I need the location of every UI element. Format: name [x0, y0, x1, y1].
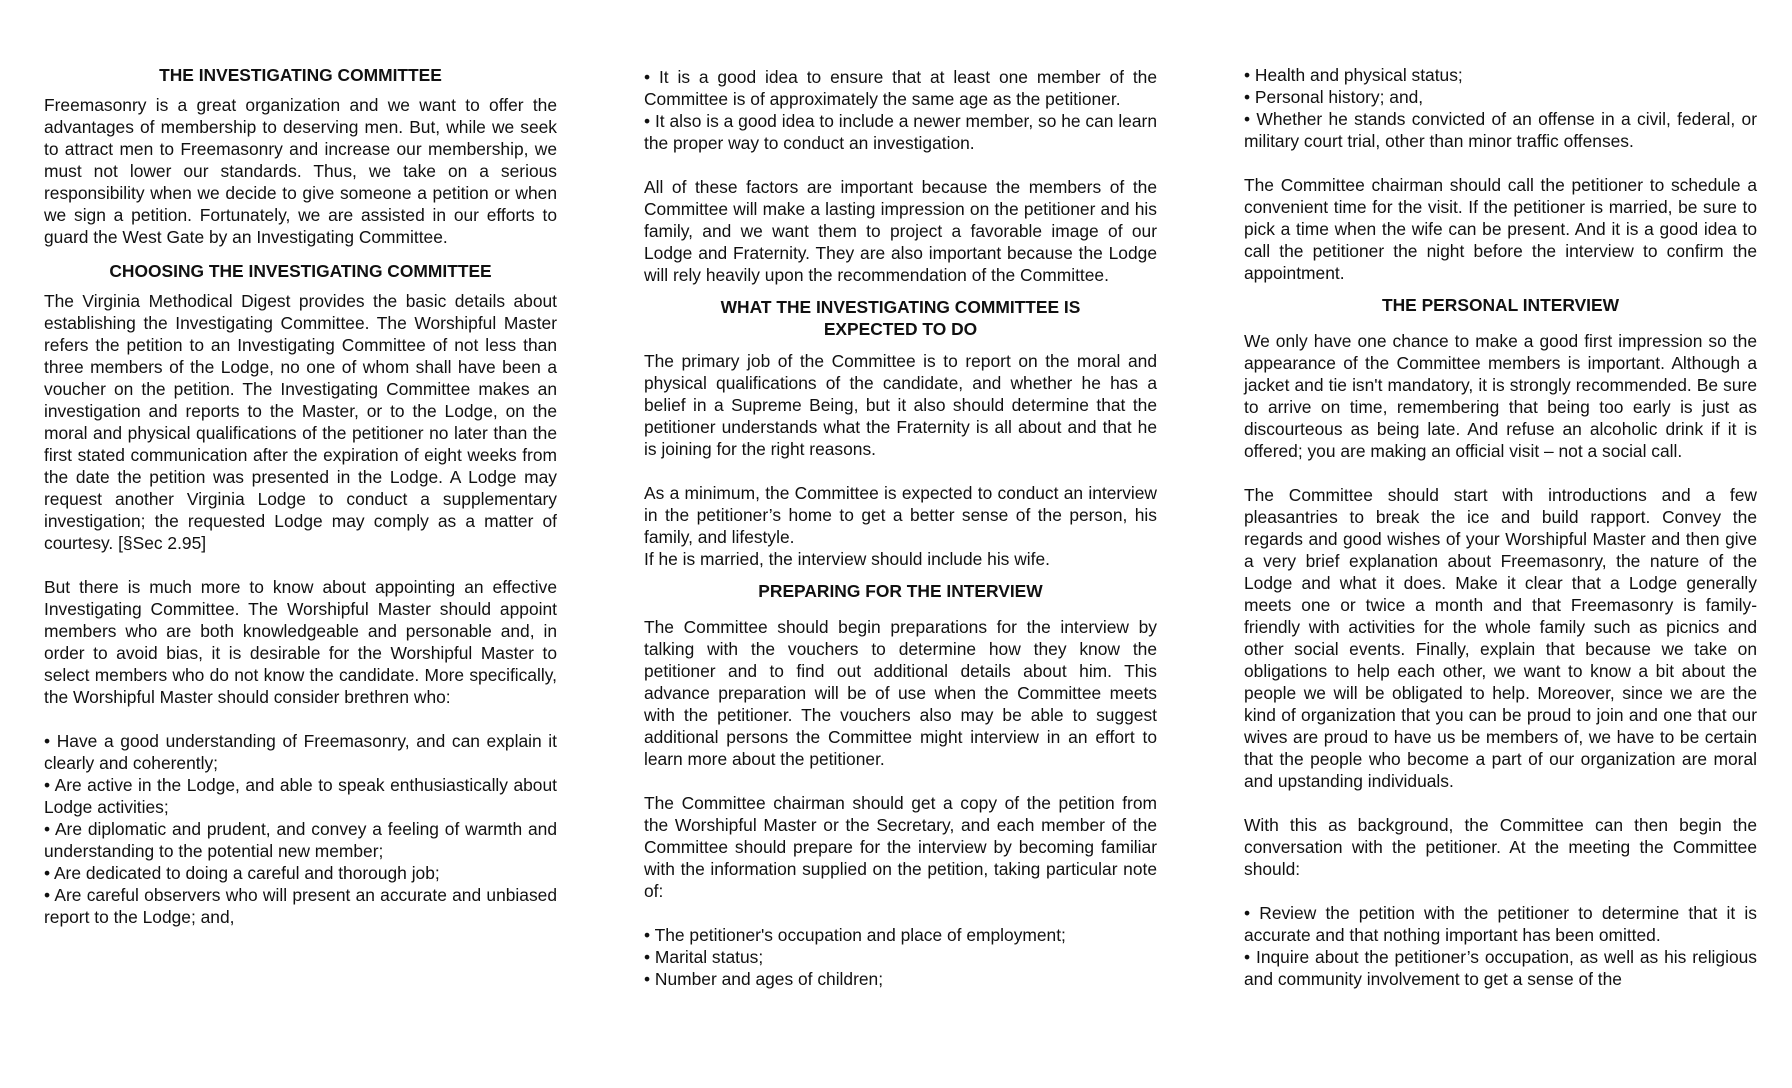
section-heading-choosing-committee: CHOOSING THE INVESTIGATING COMMITTEE	[109, 261, 492, 281]
preparations-paragraph: The Committee should begin preparations for the interview by talking with the vouchers to determine how they know the petitioner and to find out additional details about him. This advance preparation will be of use when the Committee meets with the petitioner. The vouchers also may be able to suggest additional persons the Committee might interview in an effort to learn more about the petitioner.	[644, 617, 1157, 769]
married-paragraph: If he is married, the interview should include his wife.	[644, 549, 1050, 569]
section-title-investigating-committee: THE INVESTIGATING COMMITTEE	[159, 65, 442, 85]
section-heading-expected-to-do	[644, 296, 1157, 340]
qualities-list-continued	[644, 66, 1157, 154]
list-item: • Number and ages of children;	[644, 969, 884, 989]
list-item: • Health and physical status;	[1244, 65, 1463, 85]
column-1	[44, 64, 557, 928]
methodical-digest-paragraph: The Virginia Methodical Digest provides the basic details about establishing the Investigating Committee. The Worshipful Master refers the petition to an Investigating Committee of not less than three members of the Lodge, no one of whom shall have been a voucher on the petition. The Investigating Committee makes an investigation and reports to the Master, or to the Lodge, on the moral and physical qualifications of the petitioner no later than the first stated communication after the expiration of eight weeks from the date the petition was presented in the Lodge. A Lodge may request another Virginia Lodge to conduct a supplementary investigation; the requested Lodge may comply as a matter of courtesy. [§Sec 2.95]	[44, 291, 557, 553]
list-item: • Inquire about the petitioner’s occupation, as well as his religious and community involvement to get a sense of the	[1244, 947, 1757, 989]
list-item: • Are dedicated to doing a careful and thorough job;	[44, 863, 440, 883]
list-item: • Whether he stands convicted of an offense in a civil, federal, or military court trial, other than minor traffic offenses.	[1244, 109, 1757, 151]
list-item: • Personal history; and,	[1244, 87, 1424, 107]
column-3	[1244, 64, 1757, 990]
chairman-copy-paragraph: The Committee chairman should get a copy of the petition from the Worshipful Master or the Secretary, and each member of the Committee should prepare for the interview by becoming familiar with the information supplied on the petition, taking particular note of:	[644, 793, 1157, 901]
primary-job-paragraph: The primary job of the Committee is to report on the moral and physical qualifications of the candidate, and whether he has a belief in a Supreme Being, but it also should determine that the petitioner understands what the Fraternity is all about and that he is joining for the right reasons.	[644, 351, 1157, 459]
background-paragraph: With this as background, the Committee can then begin the conversation with the petitioner. At the meeting the Committee should:	[1244, 815, 1757, 879]
section-heading-personal-interview: THE PERSONAL INTERVIEW	[1381, 295, 1620, 315]
minimum-paragraph: As a minimum, the Committee is expected to conduct an interview in the petitioner’s home to get a better sense of the person, his family, and lifestyle.	[644, 483, 1157, 547]
list-item: • It is a good idea to ensure that at least one member of the Committee is of approximately the same age as the petitioner.	[644, 67, 1157, 109]
factors-paragraph: All of these factors are important because the members of the Committee will make a lasting impression on the petitioner and his family, and we want them to project a favorable image of our Lodge and Fraternity. They are also important because the Lodge will rely heavily upon the recommendation of the Committee.	[644, 177, 1157, 285]
list-item: • Are careful observers who will present an accurate and unbiased report to the Lodge; and,	[44, 885, 557, 927]
intro-paragraph: Freemasonry is a great organization and we want to offer the advantages of membership to deserving men. But, while we seek to attract men to Freemasonry and increase our membership, we must not lower our standards. Thus, we take on a serious responsibility when we decide to give someone a petition or when we sign a petition. Fortunately, we are assisted in our efforts to guard the West Gate by an Investigating Committee.	[44, 95, 557, 247]
schedule-visit-paragraph: The Committee chairman should call the petitioner to schedule a convenient time for the visit. If the petitioner is married, be sure to pick a time when the wife can be present. And it is a good idea to call the petitioner the night before the interview to confirm the appointment.	[1244, 175, 1757, 283]
list-item: • Review the petition with the petitioner to determine that it is accurate and that nothing important has been omitted.	[1244, 903, 1757, 945]
column-2	[644, 66, 1157, 990]
petition-notes-list-continued	[1244, 64, 1757, 152]
list-item: • Are diplomatic and prudent, and convey a feeling of warmth and understanding to the potential new member;	[44, 819, 557, 861]
list-item: • Have a good understanding of Freemasonry, and can explain it clearly and coherently;	[44, 731, 557, 773]
list-item: • The petitioner's occupation and place of employment;	[644, 925, 1066, 945]
introductions-paragraph: The Committee should start with introductions and a few pleasantries to break the ice and build rapport. Convey the regards and good wishes of your Worshipful Master and then give a very brief explanation about Freemasonry, the nature of the Lodge and what it does. Make it clear that a Lodge generally meets one or twice a month and that Freemasonry is family-friendly with activities for the whole family such as picnics and other social events. Finally, explain that because we take on obligations to help each other, we want to know a bit about the people we will be obligated to help. Moreover, since we are the kind of organization that you can be proud to join and one that our wives are proud to have us be members of, we have to be certain that the people who become a part of our organization are moral and upstanding individuals.	[1244, 485, 1757, 791]
petition-notes-list	[644, 924, 1157, 990]
list-item: • Marital status;	[644, 947, 764, 967]
list-item: • It also is a good idea to include a newer member, so he can learn the proper way to conduct an investigation.	[644, 111, 1157, 153]
heading-line: WHAT THE INVESTIGATING COMMITTEE IS	[720, 297, 1081, 317]
first-impression-paragraph: We only have one chance to make a good first impression so the appearance of the Committee members is important. Although a jacket and tie isn't mandatory, it is strongly recommended. Be sure to arrive on time, remembering that being too early is just as discourteous as being late. And refuse an alcoholic drink if it is offered; you are making an official visit – not a social call.	[1244, 331, 1757, 461]
section-heading-preparing: PREPARING FOR THE INTERVIEW	[758, 581, 1043, 601]
meeting-actions-list	[1244, 902, 1757, 990]
qualities-list	[44, 730, 557, 928]
appointing-paragraph: But there is much more to know about appointing an effective Investigating Committee. The Worshipful Master should appoint members who are both knowledgeable and personable and, in order to avoid bias, it is desirable for the Worshipful Master to select members who do not know the candidate. More specifically, the Worshipful Master should consider brethren who:	[44, 577, 557, 707]
list-item: • Are active in the Lodge, and able to speak enthusiastically about Lodge activities;	[44, 775, 557, 817]
heading-line: EXPECTED TO DO	[823, 319, 978, 339]
